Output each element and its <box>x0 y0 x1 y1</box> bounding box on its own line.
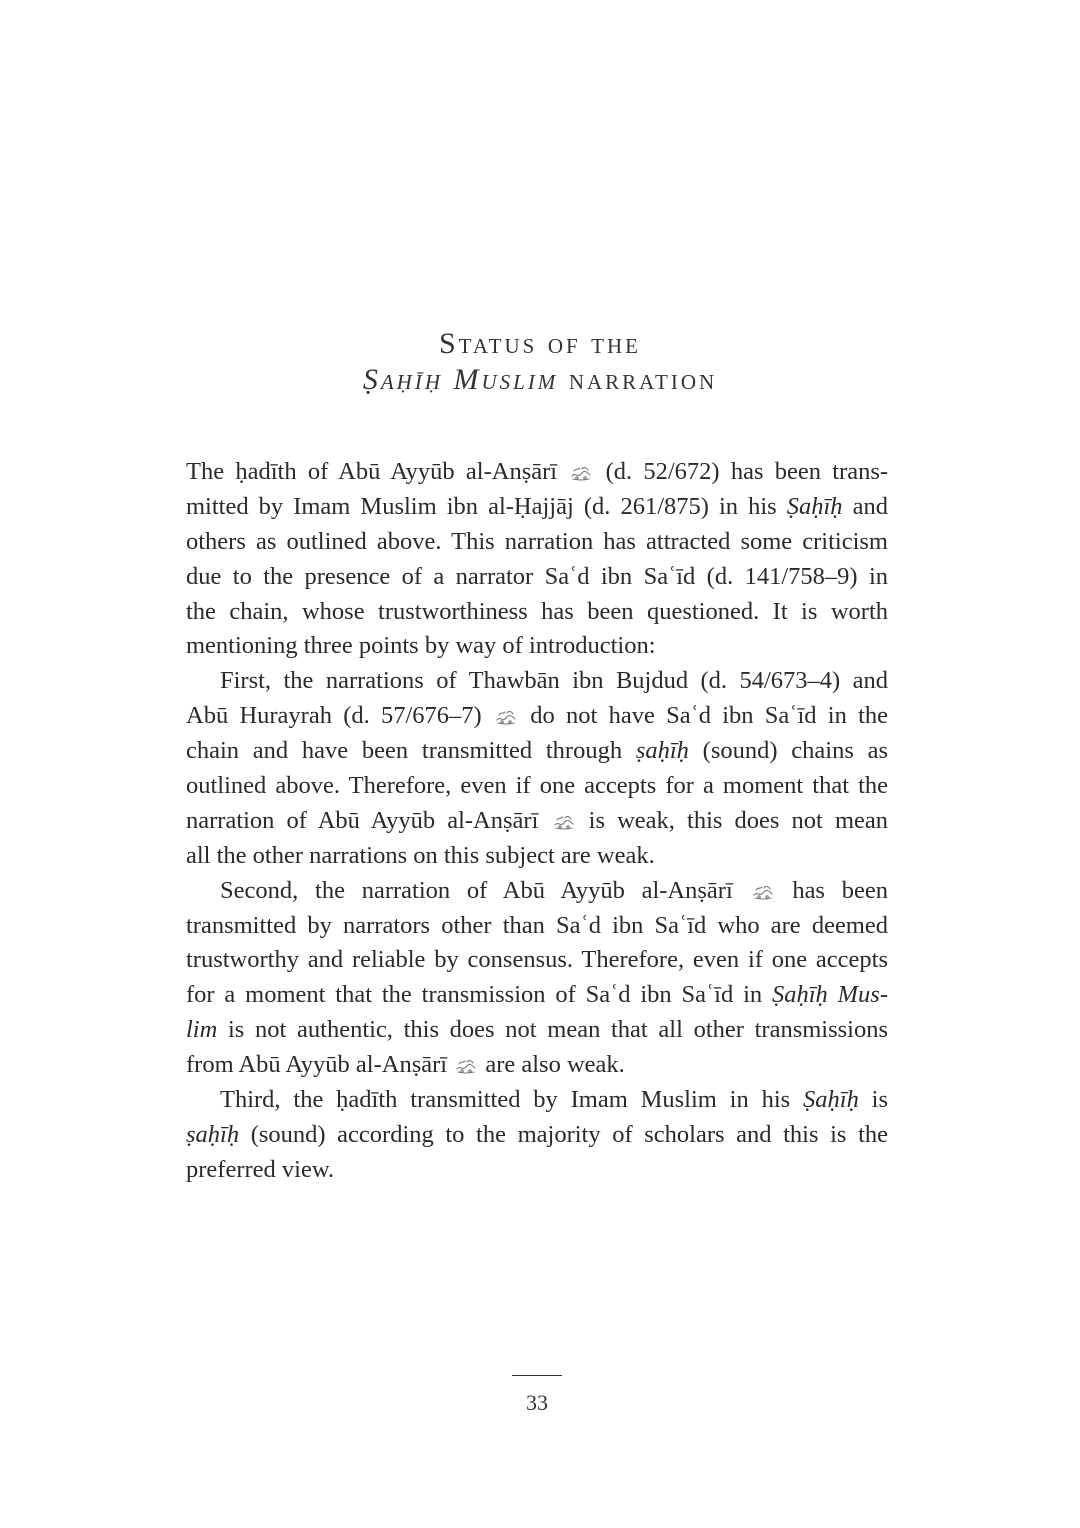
text-line: First, the narrations of Thawbān ibn Bujdud (d. 54/673–4) and <box>220 667 888 695</box>
text-line: all the other narrations on this subject are weak. <box>186 841 655 869</box>
text-line: others as outlined above. This narration has attracted some criticism <box>186 527 888 555</box>
text-segment: is <box>871 1086 889 1114</box>
italic-term: Ṣaḥīḥ <box>803 1086 859 1114</box>
body-text <box>186 455 888 1188</box>
text-segment: are also weak. <box>485 1051 625 1079</box>
text-segment: (sound) according to the majority of scholars and this is the <box>250 1120 889 1148</box>
page-number: 33 <box>526 1390 548 1415</box>
text-segment: Third, the ḥadīth transmitted by Imam Muslim in his <box>220 1086 791 1114</box>
text-segment: from Abū Ayyūb al-Anṣārī <box>186 1051 448 1079</box>
text-line <box>186 1118 888 1153</box>
text-line: the chain, whose trustworthiness has been questioned. It is worth <box>186 597 888 625</box>
paragraph-2 <box>186 664 888 873</box>
honorific-calligraphy-icon <box>495 707 517 725</box>
text-segment: for a moment that the transmission of Saʿd ibn Saʿīd in <box>186 981 763 1009</box>
text-segment: The ḥadīth of Abū Ayyūb al-Anṣārī <box>186 458 558 485</box>
heading-line-2 <box>0 362 1080 398</box>
text-segment: and <box>852 492 888 520</box>
text-segment: mitted by Imam Muslim ibn al-Ḥajjāj (d. 261/875) in his <box>186 492 777 520</box>
text-line <box>186 874 888 909</box>
text-line: outlined above. Therefore, even if one accepts for a moment that the <box>186 772 888 800</box>
footer-rule <box>512 1375 562 1376</box>
text-line <box>186 734 888 769</box>
italic-term: ṣaḥīḥ <box>186 1120 240 1148</box>
italic-term: Ṣaḥīḥ Mus- <box>772 981 889 1009</box>
text-segment: Second, the narration of Abū Ayyūb al-Anṣārī <box>220 876 733 904</box>
paragraph-4 <box>186 1083 888 1188</box>
honorific-calligraphy-icon <box>570 463 592 481</box>
text-segment: narration of Abū Ayyūb al-Anṣārī <box>186 806 539 834</box>
honorific-calligraphy-icon <box>553 812 575 830</box>
heading-line-1: Status of the <box>438 327 641 360</box>
paragraph-1 <box>186 455 888 664</box>
text-line: trustworthy and reliable by consensus. Therefore, even if one accepts <box>186 946 888 974</box>
text-line <box>186 490 888 525</box>
text-line <box>186 455 888 490</box>
text-segment: is weak, this does not mean <box>588 806 889 834</box>
text-line: preferred view. <box>186 1155 335 1183</box>
text-line <box>186 1013 888 1048</box>
text-line: mentioning three points by way of introduction: <box>186 632 656 660</box>
text-segment: has been <box>792 876 888 904</box>
text-line <box>186 804 888 839</box>
text-segment: (sound) chains as <box>702 737 889 765</box>
heading-line-2-rest: narration <box>558 363 718 396</box>
text-line <box>186 1083 888 1118</box>
text-line: due to the presence of a narrator Saʿd ibn Saʿīd (d. 141/758–9) in <box>186 562 888 590</box>
italic-term: Ṣaḥīḥ <box>786 492 843 520</box>
text-segment: (d. 52/672) has been trans- <box>605 458 889 485</box>
honorific-calligraphy-icon <box>752 882 774 900</box>
text-segment: Abū Hurayrah (d. 57/676–7) <box>186 702 482 730</box>
text-segment: chain and have been transmitted through <box>186 737 623 765</box>
honorific-calligraphy-icon <box>455 1056 477 1074</box>
chapter-heading <box>0 326 1080 398</box>
text-line <box>186 699 888 734</box>
italic-term: ṣaḥīḥ <box>635 737 689 765</box>
italic-term: lim <box>186 1016 218 1044</box>
text-line: transmitted by narrators other than Saʿd ibn Saʿīd who are deemed <box>186 911 888 939</box>
text-segment: do not have Saʿd ibn Saʿīd in the <box>530 702 889 730</box>
text-segment: is not authentic, this does not mean that all other transmissions <box>228 1016 889 1044</box>
text-line <box>186 978 888 1013</box>
paragraph-3 <box>186 874 888 1083</box>
text-line <box>186 1048 888 1083</box>
heading-italic-title: Ṣaḥīḥ Muslim <box>362 363 559 396</box>
